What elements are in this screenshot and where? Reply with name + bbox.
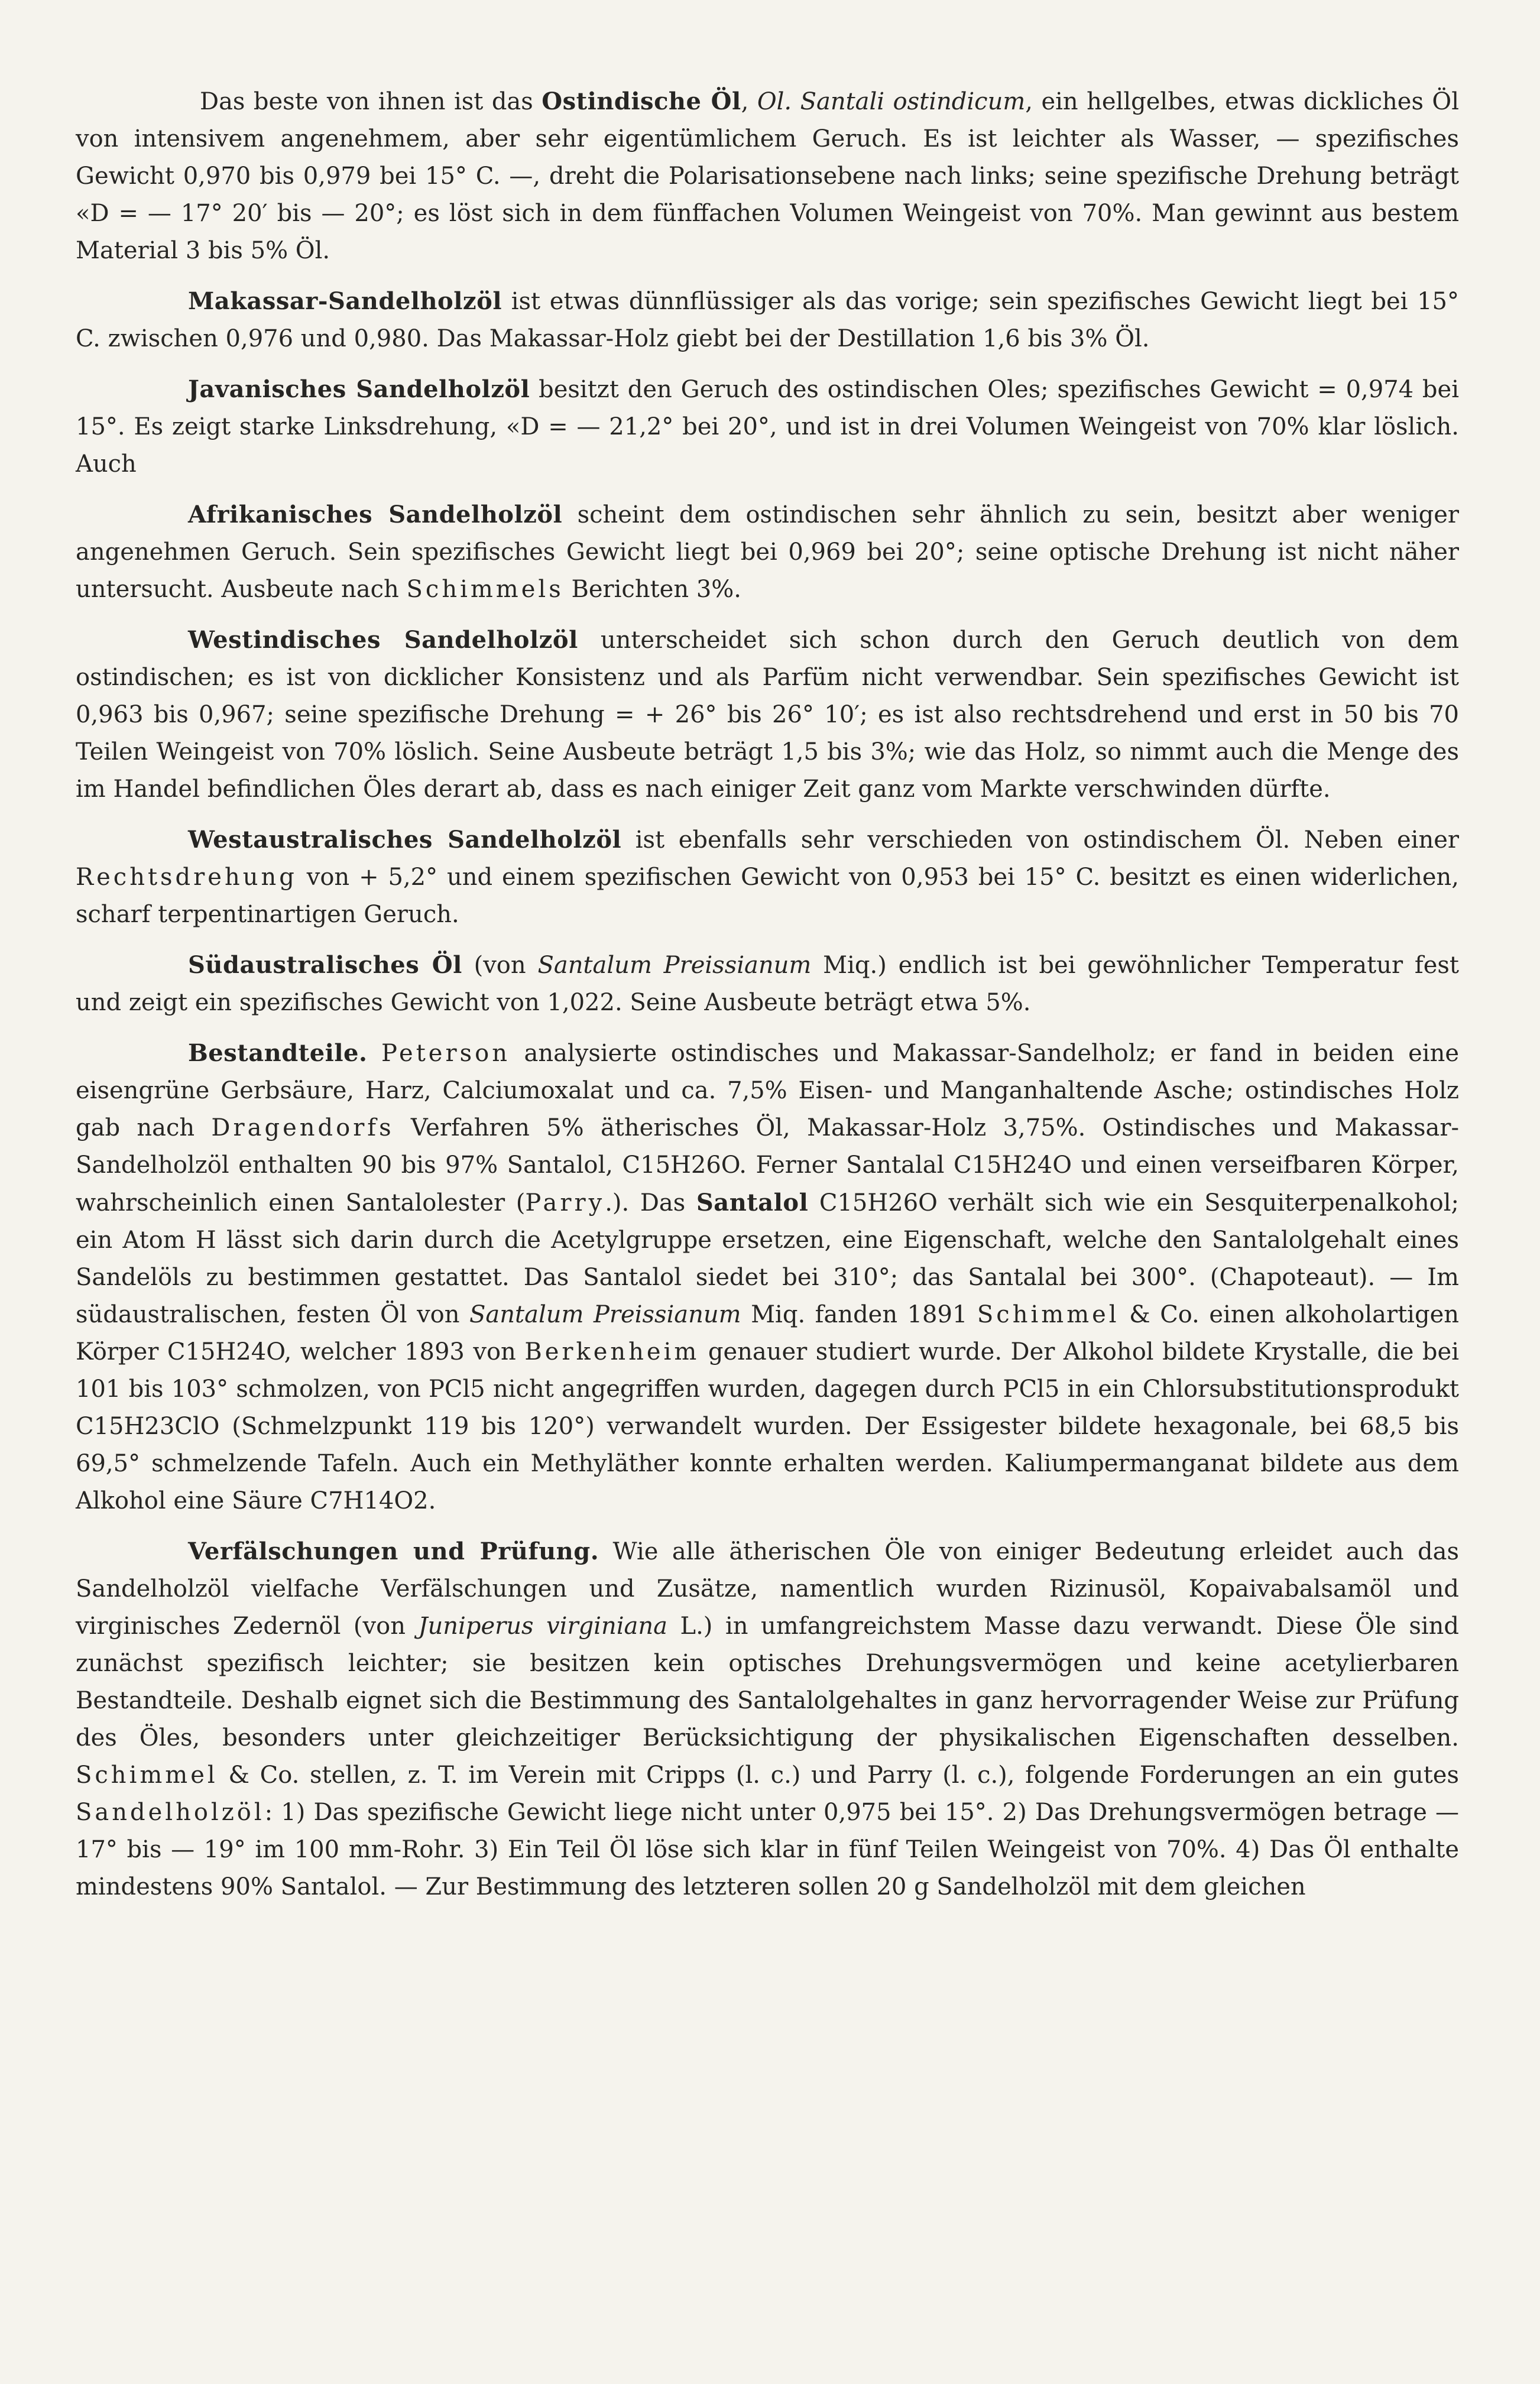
text-segment: Chapoteaut (1219, 1264, 1359, 1291)
text-segment: , (741, 88, 757, 115)
paragraph-heading: Javanisches Sandelholzöl (188, 375, 530, 403)
paragraph-heading: Ostindische Öl (542, 87, 741, 115)
text-segment: Schimmel (76, 1762, 218, 1789)
paragraph-heading: Afrikanisches Sandelholzöl (188, 501, 563, 528)
text-segment: Santalum Preissianum (537, 952, 812, 979)
paragraph-heading: Bestandteile. (188, 1039, 368, 1067)
paragraph-heading: Verfälschungen und Prüfung. (188, 1538, 599, 1565)
text-segment: .). Das (605, 1189, 696, 1217)
text-segment: C15H26O verhält sich wie ein Sesquiterpenalkohol; ein Atom H lässt sich darin durch die Acetylgruppe ersetzen, eine Eigenschaft, welche den Santalolgehalt eines Sandelöls zu bestimmen gestattet. Das Santalol siedet bei 310°; das Santalal bei 300°. ( (76, 1189, 1459, 1291)
text-segment: : 1) Das spezifische Gewicht liege nicht unter 0,975 bei 15°. 2) Das Drehungsvermögen betrage — 17° bis — 19° im 100 mm-Rohr. 3) Ein Teil Öl löse sich klar in fünf Teilen Weingeist von 70%. 4) Das Öl enthalte mindestens 90% Santalol. — Zur Bestimmung des letzteren sollen 20 g Sandelholzöl mit dem gleichen (76, 1799, 1459, 1900)
paragraph-heading: Südaustralisches Öl (188, 951, 462, 979)
paragraph-heading: Santalol (696, 1189, 809, 1217)
text-segment: Juniperus virginiana (418, 1613, 667, 1640)
text-segment: ist etwas dünnflüssiger als das vorige; sein spezifisches Gewicht liegt bei 15° C. zwischen 0,976 und 0,980. Das Makassar-Holz giebt bei der Destillation 1,6 bis 3% Öl. (76, 288, 1459, 352)
text-segment: Miq. fanden 1891 (741, 1301, 977, 1328)
page-text-body (76, 83, 1459, 1919)
text-segment: Parry (867, 1762, 932, 1789)
text-segment: genauer studiert wurde. Der Alkohol bildete Krystalle, die bei 101 bis 103° schmolzen, von PCl5 nicht angegriffen wurden, dagegen durch PCl5 in ein Chlorsubstitutionsprodukt C15H23ClO (Schmelzpunkt 119 bis 120°) verwandelt wurden. Der Essigester bildete hexagonale, bei 68,5 bis 69,5° schmelzende Tafeln. Auch ein Methyläther konnte erhalten werden. Kaliumpermanganat bildete aus dem Alkohol eine Säure C7H14O2. (76, 1338, 1459, 1514)
paragraph-westindisch (76, 621, 1459, 808)
text-segment: Sandelholzöl (76, 1799, 265, 1826)
text-segment: Verfahren 5% ätherisches Öl, Makassar-Holz 3,75%. Ostindisches und Makassar-Sandelholzöl enthalten 90 bis 97% Santalol, C15H26O. Ferner Santalal C15H24O und einen verseifbaren Körper, wahrscheinlich einen Santalolester ( (76, 1114, 1460, 1217)
text-segment: (von (462, 952, 538, 979)
paragraph-heading: Makassar-Sandelholzöl (188, 287, 502, 315)
paragraph-suedaustralisch (76, 946, 1459, 1021)
text-segment: & Co. stellen, z. T. im Verein mit (218, 1762, 646, 1789)
text-segment: ). — Im südaustralischen, festen Öl von (76, 1264, 1459, 1328)
text-segment: analysierte ostindisches und Makassar-Sandelholz; er fand in beiden eine eisengrüne Gerbsäure, Harz, Calciumoxalat und ca. 7,5% Eisen- und Manganhaltende Asche; ostindisches Holz gab nach (76, 1040, 1459, 1141)
text-segment: Das beste von ihnen ist das (200, 88, 542, 115)
text-segment: scheint dem ostindischen sehr ähnlich zu sein, besitzt aber weniger angenehmen Geruch. Sein spezifisches Gewicht liegt bei 0,969 bei 20°; seine optische Drehung ist nicht näher untersucht. Ausbeute nach (76, 501, 1460, 603)
text-segment: Santalum Preissianum (469, 1301, 741, 1328)
text-segment: Peterson (381, 1040, 510, 1067)
text-segment: besitzt den Geruch des ostindischen Oles; spezifisches Gewicht = 0,974 bei 15°. Es zeigt starke Linksdrehung, «D = — 21,2° bei 20°, und ist in drei Volumen Weingeist von 70% klar löslich. Auch (76, 376, 1459, 478)
text-segment: L.) in umfangreichstem Masse dazu verwandt. Diese Öle sind zunächst spezifisch leichter; sie besitzen kein optisches Drehungsvermögen und keine acetylierbaren Bestandteile. Deshalb eignet sich die Bestimmung des Santalolgehaltes in ganz hervorragender Weise zur Prüfung des Öles, besonders unter gleichzeitiger Berücksichtigung der physikalischen Eigenschaften desselben. (76, 1613, 1460, 1751)
paragraph-afrikanisch (76, 496, 1459, 608)
paragraph-heading: Westindisches Sandelholzöl (188, 626, 578, 654)
text-segment: ist ebenfalls sehr verschieden von ostindischem Öl. Neben einer (621, 826, 1460, 854)
text-segment: & Co. einen alkoholartigen Körper C15H24O, welcher 1893 von (76, 1301, 1460, 1365)
paragraph-javanisch (76, 371, 1459, 483)
paragraph-makassar (76, 283, 1459, 358)
text-segment: von + 5,2° und einem spezifischen Gewicht von 0,953 bei 15° C. besitzt es einen widerlichen, scharf terpentinartigen Geruch. (76, 864, 1459, 928)
paragraph-westaustralisch (76, 821, 1459, 933)
text-segment: Wie alle ätherischen Öle von einiger Bedeutung erleidet auch das Sandelholzöl vielfache Verfälschungen und Zusätze, namentlich wurden Rizinusöl, Kopaivabalsamöl und virginisches Zedernöl (von (76, 1538, 1460, 1640)
paragraph-heading: Westaustralisches Sandelholzöl (188, 826, 622, 854)
text-segment: Rechtsdrehung (76, 864, 297, 891)
text-segment: Berkenheim (524, 1338, 700, 1365)
text-segment: (l. c.), folgende Forderungen an ein gutes (932, 1762, 1459, 1789)
text-segment: unterscheidet sich schon durch den Geruch deutlich von dem ostindischen; es ist von dicklicher Konsistenz und als Parfüm nicht verwendbar. Sein spezifisches Gewicht ist 0,963 bis 0,967; seine spezifische Drehung = + 26° bis 26° 10′; es ist also rechtsdrehend und erst in 50 bis 70 Teilen Weingeist von 70% löslich. Seine Ausbeute beträgt 1,5 bis 3%; wie das Holz, so nimmt auch die Menge des im Handel befindlichen Öles derart ab, dass es nach einiger Zeit ganz vom Markte verschwinden dürfte. (76, 627, 1459, 803)
paragraph-verfaelschungen (76, 1533, 1459, 1906)
text-segment: Cripps (646, 1762, 726, 1789)
text-segment: Schimmel (977, 1301, 1120, 1328)
text-segment: Miq.) endlich ist bei gewöhnlicher Temperatur fest und zeigt ein spezifisches Gewicht von 1,022. Seine Ausbeute beträgt etwa 5%. (76, 952, 1459, 1016)
paragraph-ostindisch (76, 83, 1459, 270)
text-segment (367, 1040, 381, 1067)
paragraph-bestandteile (76, 1034, 1459, 1520)
text-segment: Parry (525, 1189, 605, 1217)
text-segment: Dragendorfs (211, 1114, 394, 1141)
text-segment: Ol. Santali ostindicum (757, 88, 1026, 115)
text-segment: Schimmels (406, 576, 564, 603)
text-segment: Berichten 3%. (563, 576, 741, 603)
text-segment: , ein hellgelbes, etwas dickliches Öl von intensivem angenehmem, aber sehr eigentümlichem Geruch. Es ist leichter als Wasser, — spezifisches Gewicht 0,970 bis 0,979 bei 15° C. —, dreht die Polarisationsebene nach links; seine spezifische Drehung beträgt «D = — 17° 20′ bis — 20°; es löst sich in dem fünffachen Volumen Weingeist von 70%. Man gewinnt aus bestem Material 3 bis 5% Öl. (76, 88, 1460, 264)
text-segment: (l. c.) und (725, 1762, 867, 1789)
